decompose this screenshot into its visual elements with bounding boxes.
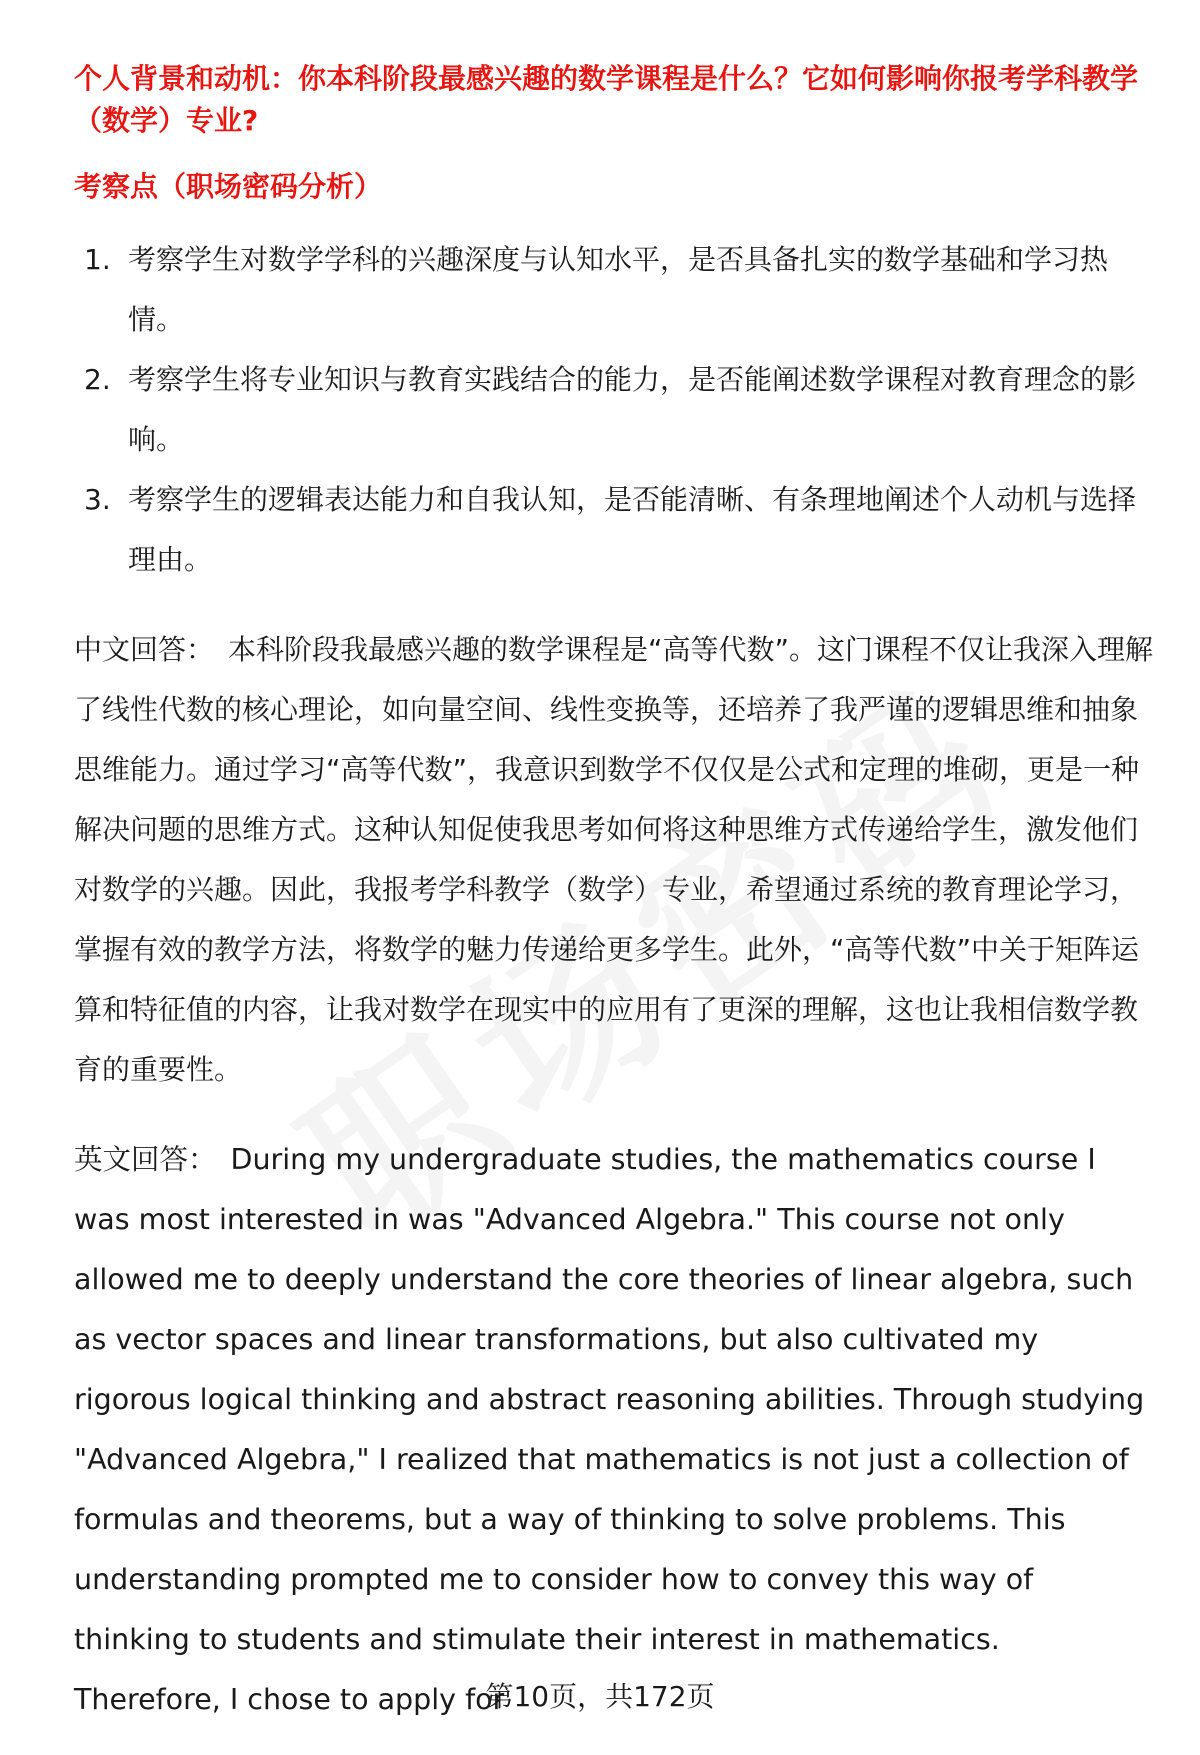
list-item-text: 考察学生的逻辑表达能力和自我认知，是否能清晰、有条理地阐述个人动机与选择理由。 — [128, 483, 1137, 576]
assessment-points-list — [74, 230, 1154, 590]
list-item-text: 考察学生将专业知识与教育实践结合的能力，是否能阐述数学课程对教育理念的影响。 — [128, 363, 1137, 456]
english-answer-label: 英文回答： — [74, 1143, 217, 1176]
list-item-text: 考察学生对数学学科的兴趣深度与认知水平，是否具备扎实的数学基础和学习热情。 — [128, 243, 1109, 336]
chinese-answer-text: 本科阶段我最感兴趣的数学课程是“高等代数”。这门课程不仅让我深入理解了线性代数的核心理论，如向量空间、线性变换等，还培养了我严谨的逻辑思维和抽象思维能力。通过学习“高等代数”，我意识到数学不仅仅是公式和定理的堆砌，更是一种解决问题的思维方式。这种认知促使我思考如何将这种思维方式传递给学生，激发他们对数学的兴趣。因此，我报考学科教学（数学）专业，希望通过系统的教育理论学习，掌握有效的教学方法，将数学的魅力传递给更多学生。此外，“高等代数”中关于矩阵运算和特征值的内容，让我对数学在现实中的应用有了更深的理解，这也让我相信数学教育的重要性。 — [74, 633, 1154, 1086]
list-item-number: 1. — [84, 243, 111, 276]
document-body — [74, 58, 1154, 1730]
page-footer: 第10页，共172页 — [485, 1680, 715, 1713]
list-item-number: 2. — [84, 363, 111, 396]
list-item — [74, 230, 1154, 350]
english-answer — [74, 1130, 1154, 1730]
list-item — [74, 470, 1154, 590]
list-item — [74, 350, 1154, 470]
question-title: 个人背景和动机：你本科阶段最感兴趣的数学课程是什么？它如何影响你报考学科教学（数学）专业? — [74, 62, 1139, 137]
section-heading: 考察点（职场密码分析） — [74, 170, 383, 203]
chinese-answer — [74, 620, 1154, 1100]
list-item-number: 3. — [84, 483, 111, 516]
chinese-answer-label: 中文回答： — [74, 633, 215, 666]
english-answer-text: During my undergraduate studies, the mathematics course I was most interested in was "Advanced Algebra." This course not only allowed me to deeply understand the core theories of linear algebra, such as vector spaces and linear transformations, but also cultivated my rigorous logical thinking and abstract reasoning abilities. Through studying "Advanced Algebra," I realized that mathematics is not just a collection of formulas and theorems, but a way of thinking to solve problems. This understanding prompted me to consider how to convey this way of thinking to students and stimulate their interest in mathematics. Therefore, I chose to apply for — [74, 1143, 1145, 1716]
